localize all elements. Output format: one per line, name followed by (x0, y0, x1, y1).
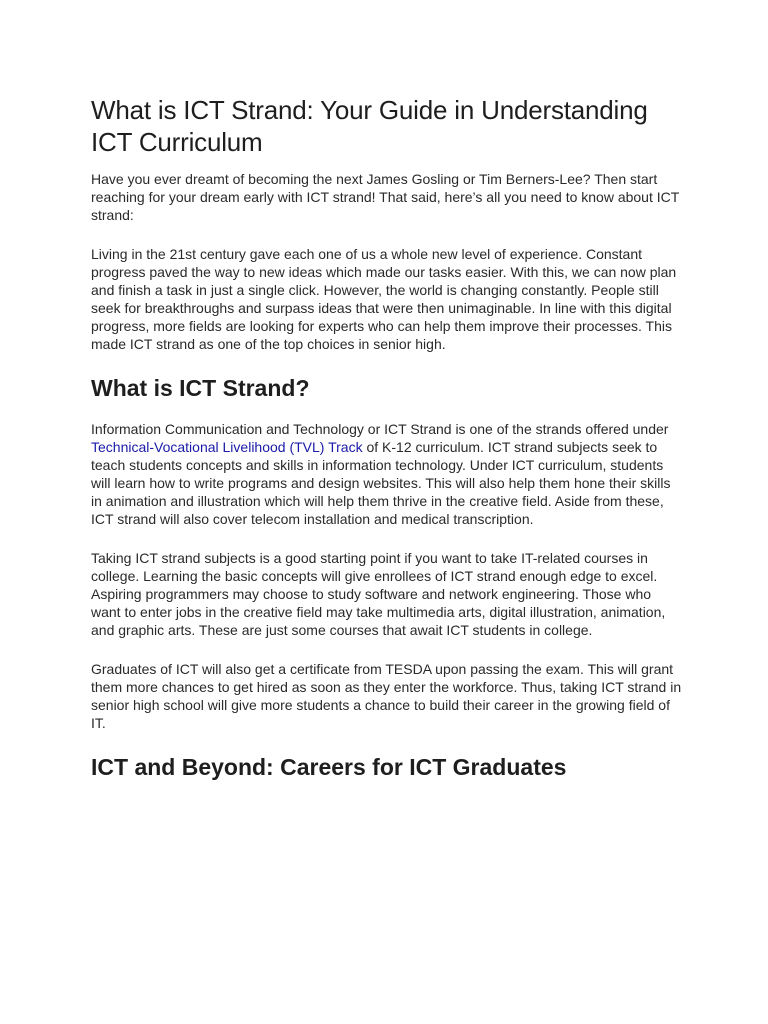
courses-paragraph: Taking ICT strand subjects is a good starting point if you want to take IT-related courses in college. Learning the basic concepts will give enrollees of ICT strand enough edge to excel. Aspiring programmers may choose to study software and network engineering. Those who want to enter jobs in the creative field may take multimedia arts, digital illustration, animation, and graphic arts. These are just some courses that await ICT students in college. (91, 550, 666, 638)
section-heading-careers: ICT and Beyond: Careers for ICT Graduates (91, 754, 567, 780)
tvl-track-link[interactable]: Technical-Vocational Livelihood (TVL) Track (91, 439, 363, 455)
article-body (91, 94, 683, 799)
section-heading-what-is-ict: What is ICT Strand? (91, 375, 310, 401)
tesda-paragraph: Graduates of ICT will also get a certificate from TESDA upon passing the exam. This will grant them more chances to get hired as soon as they enter the workforce. Thus, taking ICT strand in senior high school will give more students a chance to build their career in the growing field of IT. (91, 661, 682, 731)
intro-paragraph: Have you ever dreamt of becoming the next James Gosling or Tim Berners-Lee? Then start reaching for your dream early with ICT strand! That said, here’s all you need to know about ICT strand: (91, 171, 680, 223)
article-title: What is ICT Strand: Your Guide in Understanding ICT Curriculum (91, 95, 648, 157)
ict-definition-text-end: of K-12 curriculum. ICT strand subjects seek to teach students concepts and skills in information technology. Under ICT curriculum, students will learn how to write programs and design websites. This will also help them hone their skills in animation and illustration which will help them thrive in the creative field. Aside from these, ICT strand will also cover telecom installation and medical transcription. (91, 439, 671, 527)
century-paragraph: Living in the 21st century gave each one of us a whole new level of experience. Constant progress paved the way to new ideas which made our tasks easier. With this, we can now plan and finish a task in just a single click. However, the world is changing constantly. People still seek for breakthroughs and surpass ideas that were then unimaginable. In line with this digital progress, more fields are looking for experts who can help them improve their processes. This made ICT strand as one of the top choices in senior high. (91, 246, 677, 352)
ict-definition-paragraph (91, 420, 683, 528)
ict-definition-text-start: Information Communication and Technology or ICT Strand is one of the strands offered under (91, 421, 669, 437)
